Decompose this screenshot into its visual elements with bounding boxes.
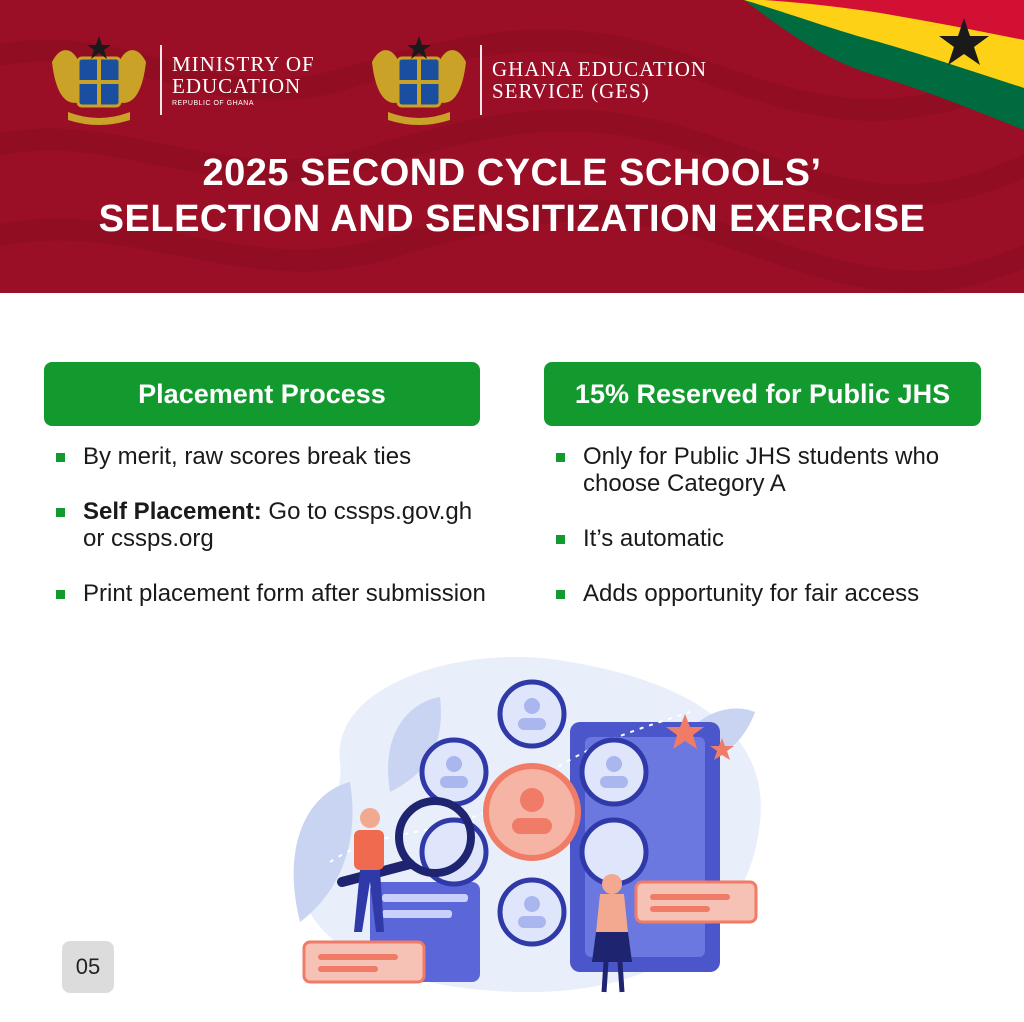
list-item-text: Go to cssps.gov.gh or cssps.org bbox=[83, 498, 473, 552]
bullet-icon bbox=[56, 508, 65, 517]
logo-divider bbox=[480, 45, 482, 115]
list-item bbox=[56, 580, 496, 607]
bullet-icon bbox=[556, 590, 565, 599]
title-line-1: 2025 SECOND CYCLE SCHOOLS’ bbox=[202, 152, 822, 194]
page-title bbox=[0, 150, 1024, 242]
list-item-bold: Self Placement: bbox=[83, 498, 262, 525]
list-item bbox=[556, 525, 1006, 552]
title-line-2: SELECTION AND SENSITIZATION EXERCISE bbox=[98, 198, 926, 240]
bullet-icon bbox=[56, 590, 65, 599]
ghana-flag bbox=[724, 0, 1024, 130]
list-item-text: Print placement form after submission bbox=[83, 580, 486, 607]
ges-line2: SERVICE (GES) bbox=[492, 79, 650, 103]
coat-of-arms-icon bbox=[364, 32, 474, 128]
ministry-of-education-logo bbox=[44, 32, 315, 128]
list-item-text: By merit, raw scores break ties bbox=[83, 443, 412, 470]
reserved-public-jhs-heading: 15% Reserved for Public JHS bbox=[544, 362, 981, 426]
bullet-icon bbox=[556, 453, 565, 462]
ges-line1: GHANA EDUCATION bbox=[492, 57, 708, 81]
placement-process-heading: Placement Process bbox=[44, 362, 480, 426]
moe-line2: EDUCATION bbox=[172, 74, 302, 98]
list-item bbox=[56, 443, 496, 470]
list-item bbox=[56, 498, 496, 552]
illustration-candidate-selection bbox=[270, 642, 790, 1002]
logo-divider bbox=[160, 45, 162, 115]
header-banner bbox=[0, 0, 1024, 293]
reserved-public-jhs-list bbox=[556, 443, 1006, 635]
coat-of-arms-icon bbox=[44, 32, 154, 128]
list-item bbox=[556, 443, 1006, 497]
moe-line3: REPUBLIC OF GHANA bbox=[172, 100, 255, 107]
moe-line1: MINISTRY OF bbox=[172, 52, 315, 76]
ges-wordmark bbox=[492, 58, 707, 102]
page-number-badge: 05 bbox=[62, 941, 114, 993]
list-item-text: It’s automatic bbox=[583, 525, 724, 552]
list-item-text: Adds opportunity for fair access bbox=[583, 580, 920, 607]
bullet-icon bbox=[556, 535, 565, 544]
placement-process-list bbox=[56, 443, 496, 635]
bullet-icon bbox=[56, 453, 65, 462]
list-item bbox=[556, 580, 1006, 607]
moe-wordmark bbox=[172, 53, 315, 107]
ges-logo bbox=[364, 32, 707, 128]
list-item-text: Only for Public JHS students who choose Category A bbox=[583, 443, 940, 497]
